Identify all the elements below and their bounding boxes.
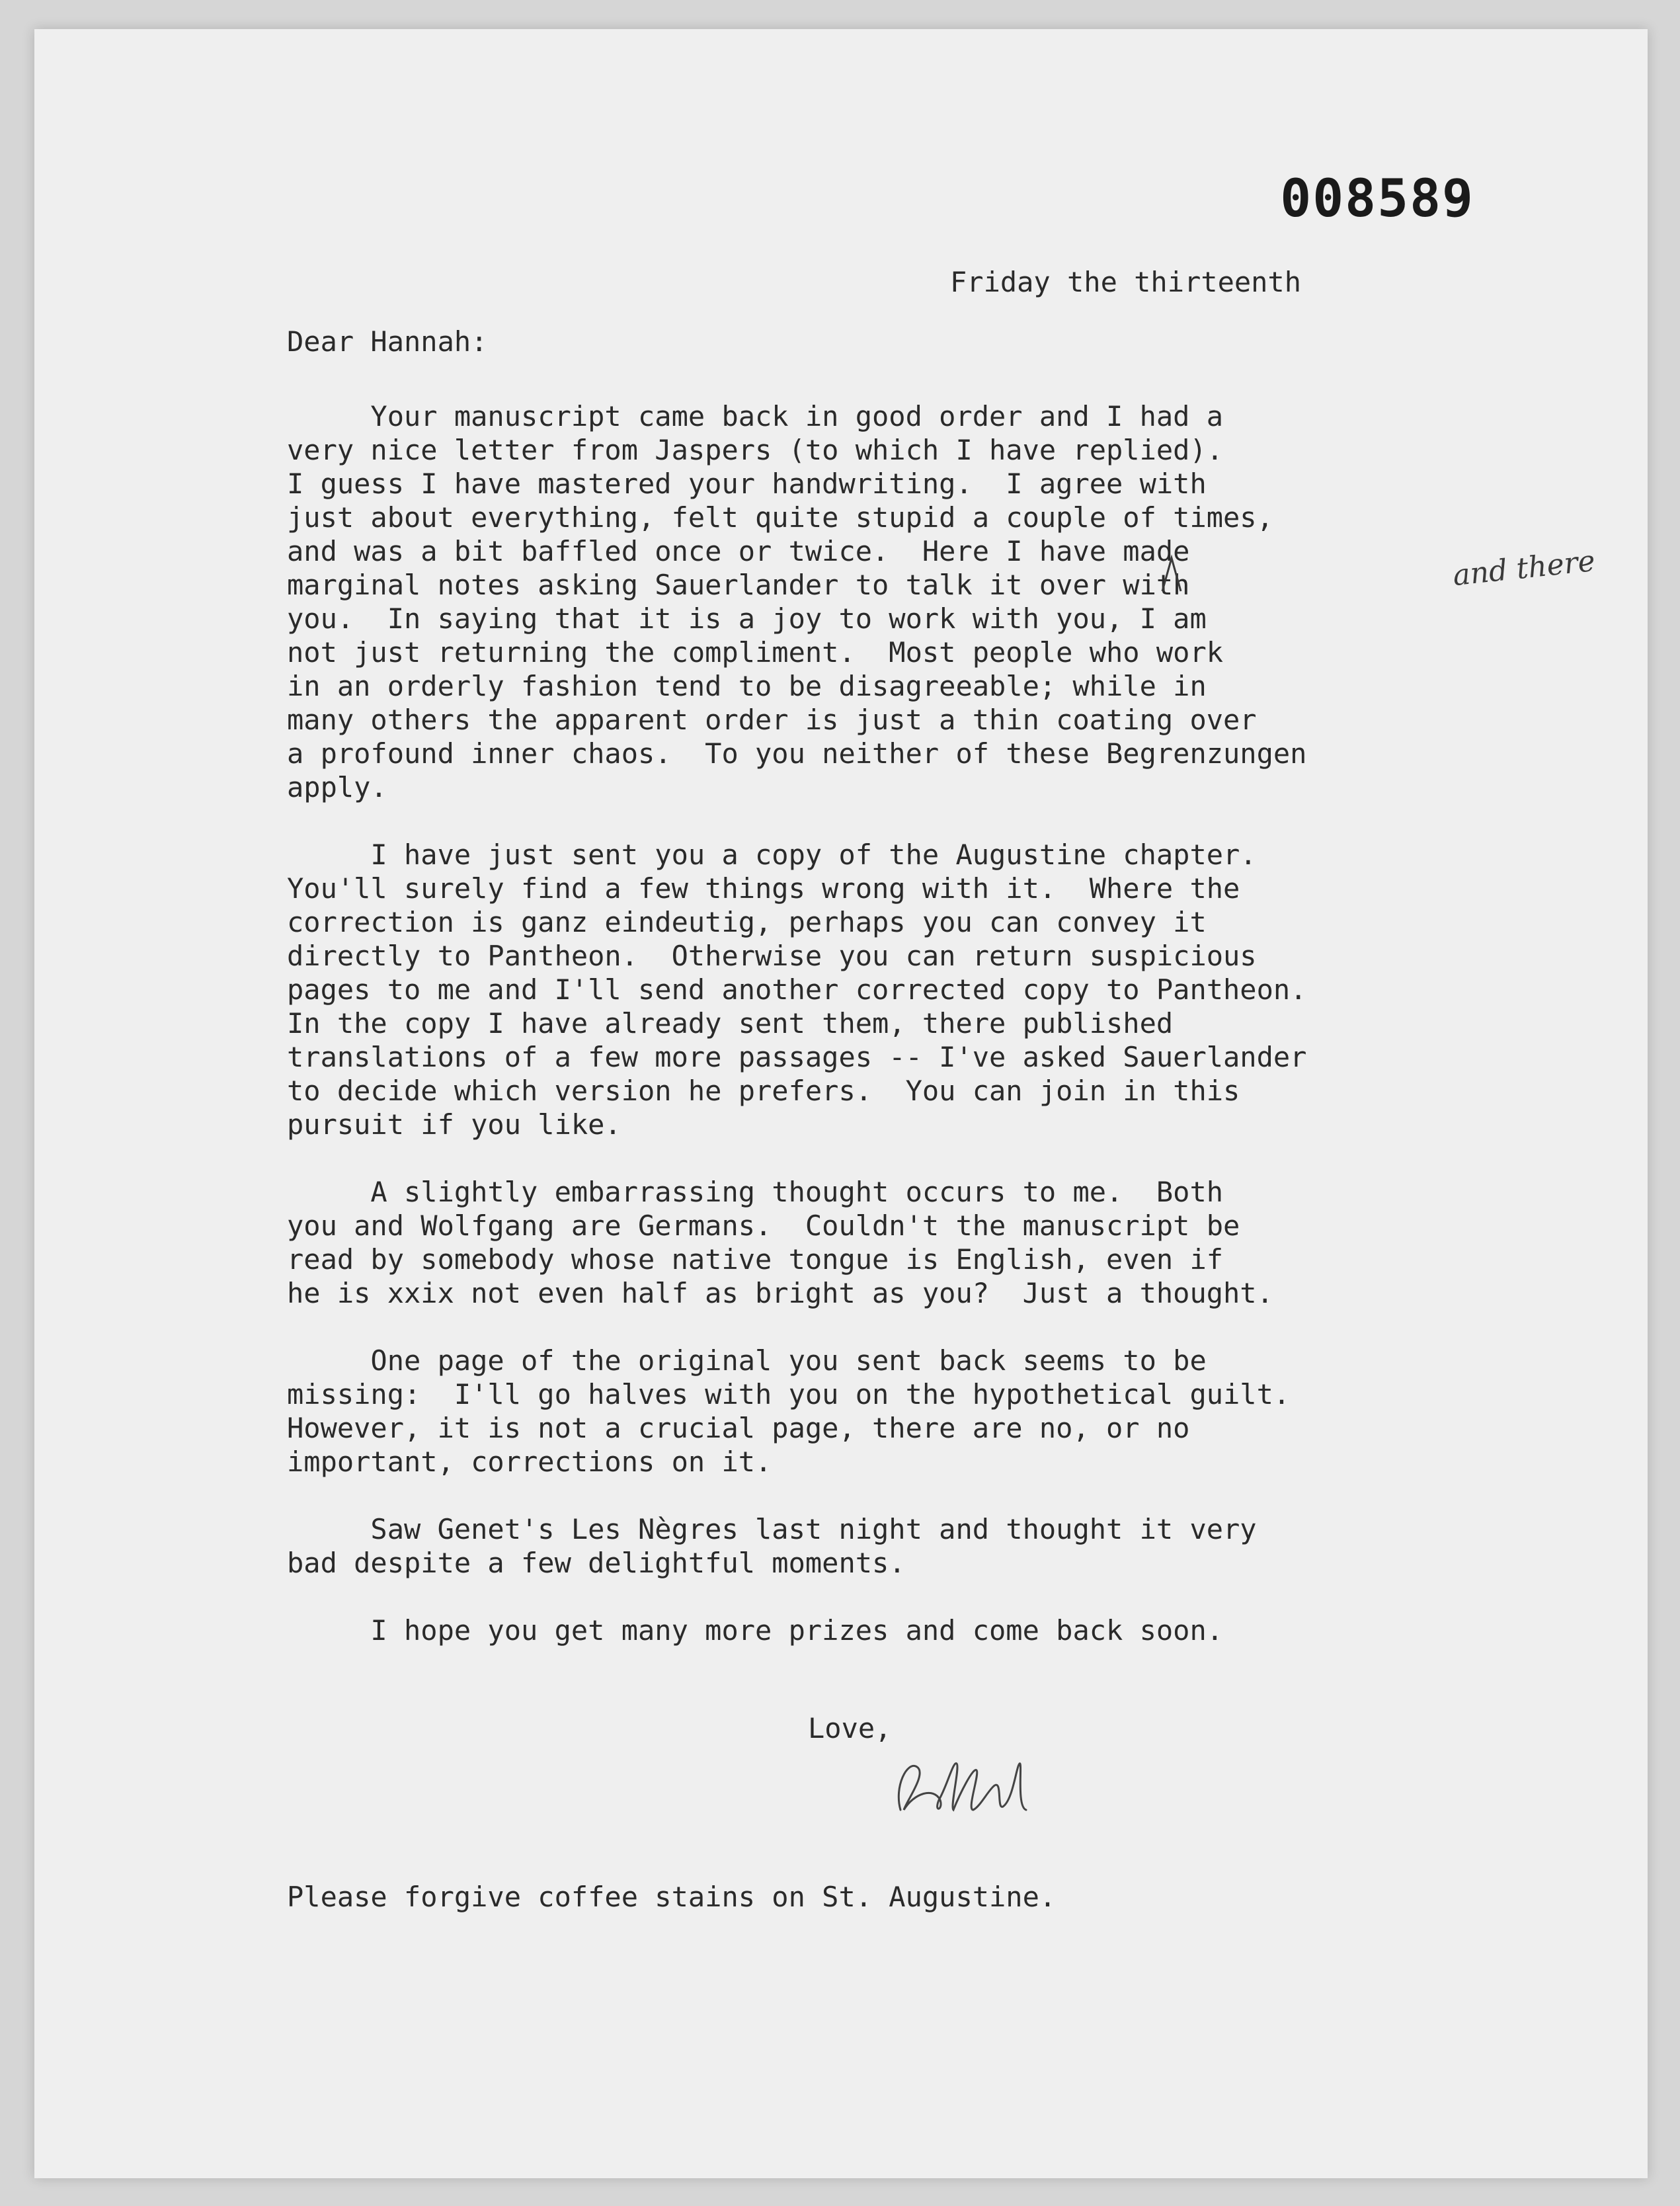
typed-line: pursuit if you like. (287, 1108, 621, 1141)
salutation: Dear Hannah: (287, 325, 488, 358)
typed-line: A slightly embarrassing thought occurs to me. Both (287, 1176, 1224, 1208)
typed-line: correction is ganz eindeutig, perhaps you can convey it (287, 906, 1207, 938)
body-paragraph (287, 1175, 1576, 1310)
typed-line: just about everything, felt quite stupid a couple of times, (287, 501, 1273, 534)
insertion-caret-mark (1158, 545, 1185, 598)
typed-line: important, corrections on it. (287, 1446, 772, 1478)
typed-line: Your manuscript came back in good order and I had a (287, 400, 1224, 432)
typed-line: However, it is not a crucial page, there are no, or no (287, 1412, 1190, 1444)
archive-stamp-number: 008589 (1280, 169, 1474, 229)
body-paragraph (287, 1614, 1576, 1647)
typed-line: Saw Genet's Les Nègres last night and thought it very (287, 1513, 1257, 1545)
typed-line: missing: I'll go halves with you on the hypothetical guilt. (287, 1378, 1291, 1410)
typed-line: not just returning the compliment. Most people who work (287, 636, 1224, 669)
typed-line: You'll surely find a few things wrong with it. Where the (287, 872, 1240, 905)
date-line: Friday the thirteenth (950, 266, 1302, 298)
typed-line: I guess I have mastered your handwriting. I agree with (287, 468, 1207, 500)
letter-body (287, 399, 1576, 1681)
typed-line: very nice letter from Jaspers (to which I have replied). (287, 434, 1224, 466)
typed-line: marginal notes asking Sauerlander to talk it over with (287, 569, 1190, 601)
typed-line: a profound inner chaos. To you neither of these Begrenzungen (287, 737, 1307, 770)
postscript: Please forgive coffee stains on St. Augustine. (287, 1881, 1057, 1913)
typed-line: I have just sent you a copy of the Augustine chapter. (287, 838, 1257, 871)
typed-line: In the copy I have already sent them, there published (287, 1007, 1174, 1040)
typed-line: in an orderly fashion tend to be disagreeable; while in (287, 670, 1207, 702)
typed-line: you and Wolfgang are Germans. Couldn't the manuscript be (287, 1209, 1240, 1242)
typed-line: you. In saying that it is a joy to work with you, I am (287, 602, 1207, 635)
typed-line: apply. (287, 771, 387, 803)
typed-line: he is xxix not even half as bright as you? Just a thought. (287, 1277, 1273, 1309)
handwritten-margin-note: and there (1451, 544, 1597, 593)
typed-line: read by somebody whose native tongue is English, even if (287, 1243, 1224, 1276)
letter-page (34, 29, 1648, 2178)
body-paragraph (287, 1512, 1576, 1580)
typed-line: to decide which version he prefers. You can join in this (287, 1075, 1240, 1107)
typed-line: many others the apparent order is just a thin coating over (287, 704, 1257, 736)
body-paragraph (287, 399, 1576, 804)
typed-line: I hope you get many more prizes and come back soon. (287, 1614, 1224, 1647)
typed-line: bad despite a few delightful moments. (287, 1547, 906, 1579)
typed-line: One page of the original you sent back seems to be (287, 1344, 1207, 1377)
body-paragraph (287, 838, 1576, 1141)
typed-line: pages to me and I'll send another corrected copy to Pantheon. (287, 973, 1307, 1006)
closing: Love, (808, 1712, 892, 1744)
body-paragraph (287, 1344, 1576, 1479)
handwritten-signature (887, 1747, 1059, 1826)
typed-line: and was a bit baffled once or twice. Here I have made (287, 535, 1190, 567)
typed-line: translations of a few more passages -- I've asked Sauerlander (287, 1041, 1307, 1073)
typed-line: directly to Pantheon. Otherwise you can return suspicious (287, 940, 1257, 972)
